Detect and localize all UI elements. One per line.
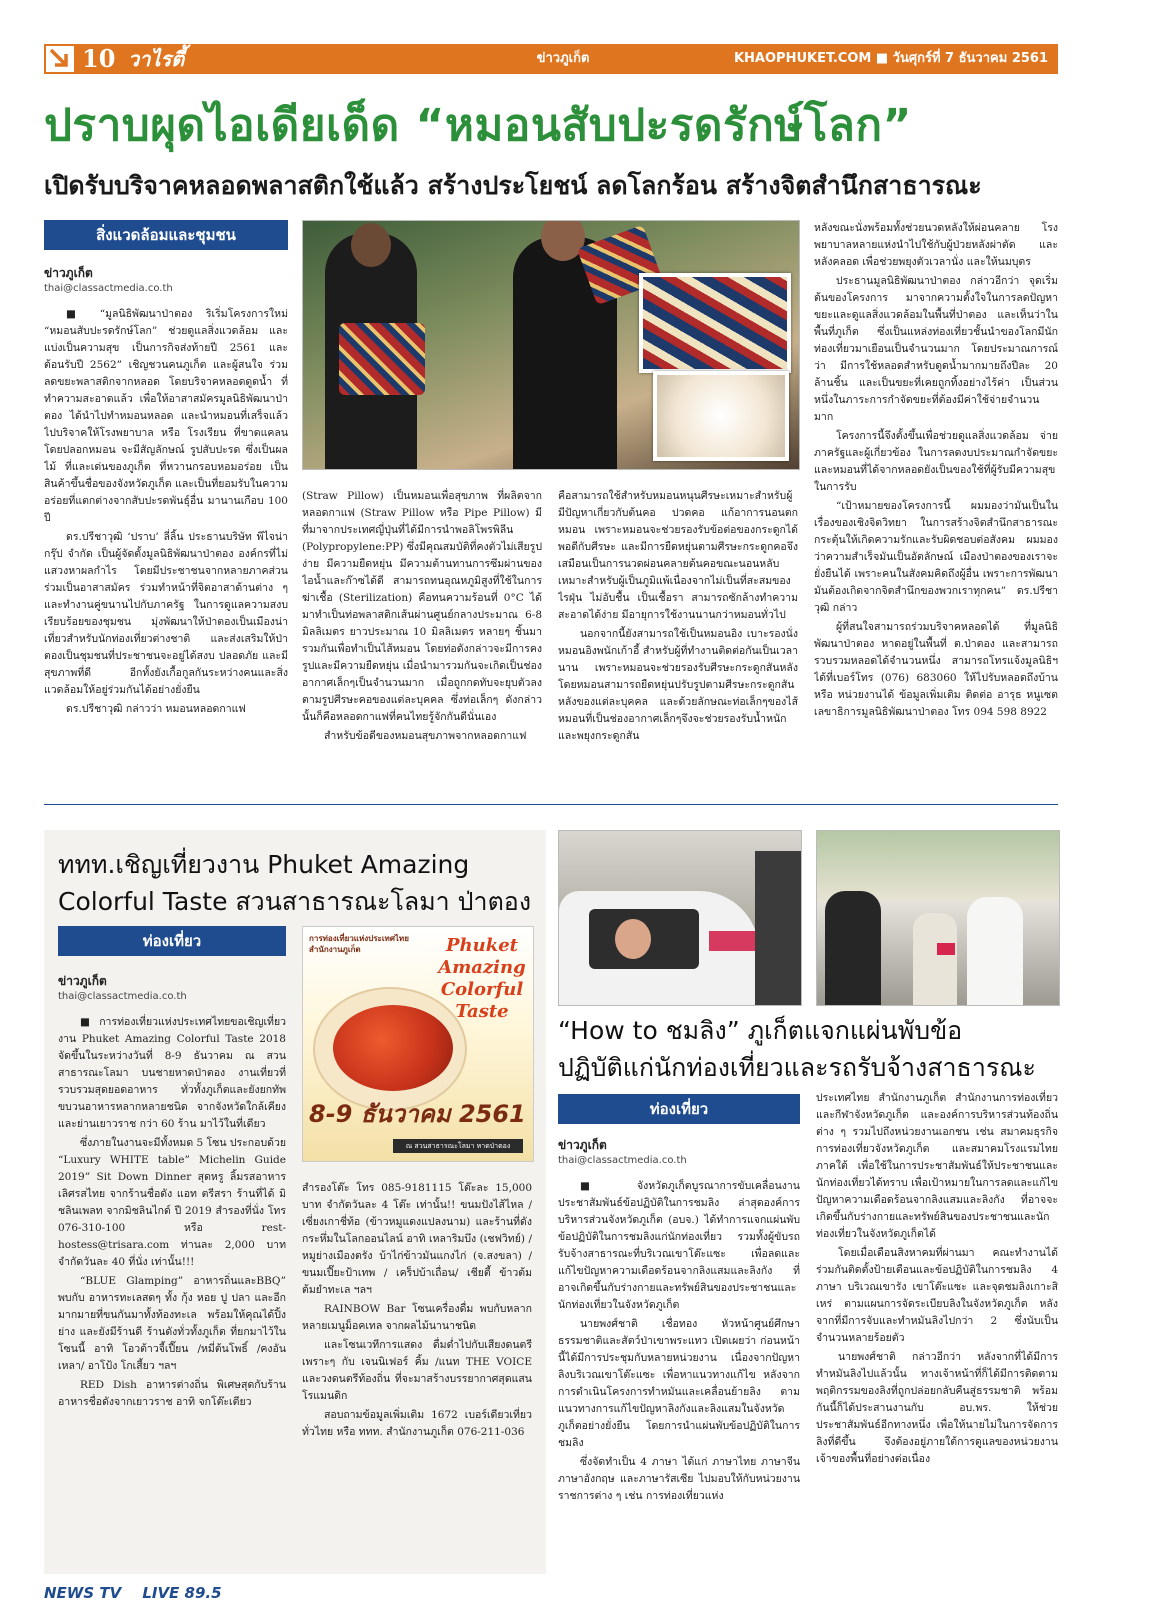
- paragraph: หลังขณะนั่งพร้อมทั้งช่วยนวดหลังให้ผ่อนคลาย โรงพยาบาลหลายแห่งนำไปใช้กับผู้ป่วยหลังผ่าตัด และหลังคลอด เพื่อช่วยพยุงตัวเวลานั่ง และให้นมบุตร: [814, 222, 1058, 268]
- article1-column-4: [814, 220, 1058, 798]
- byline-email: thai@classactmedia.co.th: [558, 1155, 687, 1166]
- newspaper-logo: ข่าวภูเก็ต: [536, 51, 590, 66]
- paragraph: “BLUE Glamping” อาหารถิ่นและBBQ” พบกับ อาหารทะเลสดๆ ทั้ง กุ้ง หอย ปู ปลา และอีกมากมายที่ขนกันมาทั้งท้องทะเล พร้อมให้คุณได้ปิ้งย่าง และยังมีร้านดี ร้านดังทั่วทั้งภูเก็ต ที่ยกมาไว้ในโซนนี้ อาทิ โอวต้าวจี้เปี๊ยน /หมี่ต้นโพธิ์ /คงอันเหลา/ อาโป้ง โกเสี้ยว ฯลฯ: [58, 1275, 286, 1372]
- article3-headline: [558, 1012, 1058, 1086]
- inset-photo-straws: [653, 371, 789, 461]
- paragraph: ประธานมูลนิธิพัฒนาป่าตอง กล่าวอีกว่า จุดเริ่มต้นของโครงการ มาจากความตั้งใจในการลดปัญหาขยะและดูแลสิ่งแวดล้อมในพื้นที่ป่าตอง และเห็นว่าในพื้นที่ภูเก็ต ซึ่งเป็นแหล่งท่องเที่ยวชั้นนำของโลกมีนักท่องเที่ยวมาเยือนเป็นจำนวนมาก โดยประมาณการณ์ว่า มีการใช้หลอดสำหรับดูดน้ำมากมายถึงปีละ 20 ล้านชิ้น และเป็นขยะที่เคยถูกทิ้งอย่างไร้ค่า เป็นส่วนหนึ่งในภาระการกำจัดขยะที่ต้องมีค่าใช้จ่ายจำนวนมาก: [814, 275, 1058, 423]
- article2-column-1: [58, 1014, 286, 1570]
- arrow-icon: [44, 44, 76, 74]
- article2-section-tag: ท่องเที่ยว: [58, 926, 286, 956]
- paragraph: ซึ่งภายในงานจะมีทั้งหมด 5 โซน ประกอบด้วย “Luxury WHITE table” Michelin Guide 2019” Sit Down Dinner สุดหรู ลิ้มรสอาหารเลิศรสไทย จากร้านชื่อดัง แอท ตรีสรา ร้านที่ได้ มิชลินเพลท จากมิชลินไกด์ ปี 2019 สำรองที่นั่ง โทร 076-310-100 หรือ rest-hostess@trisara.com ท่านละ 2,000 บาท จำกัดวันละ 40 ที่นั่ง เท่านั้น!!!: [58, 1137, 286, 1268]
- article1-headline: ปราบผุดไอเดียเด็ด “หมอนสับปะรดรักษ์โลก”: [44, 100, 912, 151]
- article2-headline: [58, 846, 540, 920]
- poster-label: การท่องเที่ยวแห่งประเทศไทย สำนักงานภูเก็ต: [309, 934, 409, 954]
- article2-headline-line-2: Colorful Taste สวนสาธารณะโลมา ป่าตอง: [58, 887, 532, 916]
- paragraph: ประเทศไทย สำนักงานภูเก็ต สำนักงานการท่องเที่ยวและกีฬาจังหวัดภูเก็ต และองค์การบริหารส่วนท้องถิ่นต่าง ๆ รวมไปถึงหน่วยงานเอกชน เช่น สมาคมธุรกิจการท่องเที่ยวจังหวัดภูเก็ต และสมาคมโรงแรมไทยภาคใต้ เพื่อใช้ในการประชาสัมพันธ์ให้ประชาชนและนักท่องเที่ยวได้ทราบ เพื่อเป้าหมายในการลดและแก้ไขปัญหาความเดือดร้อนจากลิงแสมและลิงกัง ที่อาจจะเกิดขึ้นกับร่างกายและทรัพย์สินของประชาชนและนักท่องเที่ยวในจังหวัดภูเก็ตได้: [816, 1092, 1058, 1240]
- footer-logos: [44, 1583, 284, 1607]
- article3-headline-line-1: “How to ชมลิง” ภูเก็ตแจกแผ่นพับข้อ: [558, 1016, 963, 1045]
- byline-name: ข่าวภูเก็ต: [44, 266, 93, 280]
- paragraph: นอกจากนี้ยังสามารถใช้เป็นหมอนอิง เบาะรองนั่ง หมอนอิงพนักเก้าอี้ สำหรับผู้ที่ทำงานติดต่อกันเป็นเวลานาน เพราะหมอนจะช่วยรองรับศีรษะกระดูกสันหลัง โดยหมอนสามารถยืดหยุ่นปรับรูปตามศีรษะกระดูกสันหลังของแต่ละบุคคล และด้วยลักษณะท่อเล็กๆของไส้หมอนที่เป็นช่องอากาศเล็กๆจึงจะช่วยรองรับน้ำหนักและพยุงกระดูกสัน: [558, 628, 798, 742]
- paragraph: “เป้าหมายของโครงการนี้ ผมมองว่ามันเป็นในเรื่องของเชิงจิตวิทยา ในการสร้างจิตสำนึกสาธารณะ กระตุ้นให้เกิดความรักและรับผิดชอบต่อสังคม ผมมองว่าความสำเร็จมันเป็นอัตลักษณ์ เมืองป่าตองของเราจะยั่งยืนได้ เพราะคนในสังคมคิดถึงผู้อื่น เพราะการพัฒนามันต้องเกิดจากจิตสำนึกของพวกเราทุกคน” ดร.ปรีชาวุฒิ กล่าว: [814, 500, 1058, 614]
- paragraph: ซึ่งจัดทำเป็น 4 ภาษา ได้แก่ ภาษาไทย ภาษาจีน ภาษาอังกฤษ และภาษารัสเซีย ไปมอบให้กับหน่วยงานราชการต่าง ๆ เช่น การท่องเที่ยวแห่ง: [558, 1456, 800, 1502]
- byline-email: thai@classactmedia.co.th: [44, 283, 173, 294]
- paragraph: ■ จังหวัดภูเก็ตบูรณาการขับเคลื่อนงานประชาสัมพันธ์ข้อปฏิบัติในการชมลิง ล่าสุดองค์การบริหารส่วนจังหวัดภูเก็ต (อบจ.) ได้ทำการแจกแผ่นพับข้อปฏิบัติในการชมลิงแก่นักท่องเที่ยว รวมทั้งผู้ขับรถรับจ้างสาธารณะที่บริเวณเขาโต๊ะแซะ เพื่อลดและแก้ไขปัญหาความเดือดร้อนจากลิงแสมและลิงกัง ที่อาจเกิดขึ้นกับร่างกายและทรัพย์สินของประชาชนและนักท่องเที่ยวในจังหวัดภูเก็ต: [558, 1180, 800, 1311]
- paragraph: โครงการนี้จึงตั้งขึ้นเพื่อช่วยดูแลสิ่งแวดล้อม จ่ายภาครัฐและผู้เกี่ยวข้อง ในการลดงบประมาณกำจัดขยะ และหมอนที่ได้จากหลอดยังเป็นของใช้ที่ผู้รับมีความสุขในการรับ: [814, 430, 1058, 493]
- byline-name: ข่าวภูเก็ต: [558, 1138, 607, 1152]
- article2-column-2: [302, 1180, 532, 1570]
- poster-title: Phuket Amazing Colorful Taste: [438, 935, 526, 1022]
- paragraph: นายพงศ์ชาติ เชื่อทอง หัวหน้าศูนย์ศึกษาธรรมชาติและสัตว์ป่าเขาพระแทว เปิดเผยว่า ก่อนหน้านี้ได้มีการประชุมกับหลายหน่วยงาน เนื่องจากปัญหาลิงบริเวณเขาโต๊ะแซะ เพื่อหาแนวทางแก้ไข หลังจากการดำเนินโครงการทำหมันและเคลื่อนย้ายลิง ตามแนวทางการแก้ไขปัญหาลิงกังและลิงแสมในจังหวัดภูเก็ตอย่างยั่งยืน โดยการนำแผ่นพับข้อปฏิบัติในการชมลิง: [558, 1318, 800, 1449]
- site-and-date: KHAOPHUKET.COM ■ วันศุกร์ที่ 7 ธันวาคม 2561: [733, 51, 1048, 66]
- article3-photo-tourists: [816, 830, 1060, 1006]
- paragraph: RAINBOW Bar โซนเครื่องดื่ม พบกับหลากหลายเมนูม็อคเทล จากผลไม้นานาชนิด: [302, 1303, 532, 1332]
- paragraph: สอบถามข้อมูลเพิ่มเติม 1672 เบอร์เดียวเที่ยวทั่วไทย หรือ ททท. สำนักงานภูเก็ต 076-211-036: [302, 1409, 532, 1438]
- paragraph: (Straw Pillow) เป็นหมอนเพื่อสุขภาพ ที่ผลิตจากหลอดกาแฟ (Straw Pillow หรือ Pipe Pillow) มีที่มาจากประเทศญี่ปุ่นที่ได้มีการนำพอลิโพรพิลีน (Polypropylene:PP) ซึ่งมีคุณสมบัติที่คงตัวไม่เสียรูปง่าย มีความยืดหยุ่น มีความต้านทานการซึมผ่านของไอน้ำและก๊าซได้ดี สามารถทนอุณหภูมิสูงที่ใช้ในการฆ่าเชื้อ (Sterilization) คือทนความร้อนที่ 0°C ได้ มาทำเป็นท่อพลาสติกเส้นผ่านศูนย์กลางประมาณ 6-8 มิลลิเมตร ยาวประมาณ 10 มิลลิเมตร หลายๆ ชิ้นมารวมกันเพื่อทำเป็นไส้หมอน โดยท่อดังกล่าวจะมีการคงรูปและมีความยืดหยุ่น เมื่อนำมารวมกันจะเกิดเป็นช่องอากาศเล็กๆเป็นจำนวนมาก เมื่อถูกกดทับจะยุบตัวลงตามรูปศีรษะคอของแต่ละบุคคล ซึ่งท่อเล็กๆ ดังกล่าวนั้นก็คือหลอดกาแฟที่คนไทยรู้จักกันดีนั่นเอง: [302, 490, 542, 723]
- live-radio-logo: LIVE 89.5: [142, 1584, 222, 1602]
- inset-photo-pillows: [639, 273, 791, 373]
- poster-date: 8-9 ธันวาคม 2561: [309, 1100, 526, 1128]
- byline-email: thai@classactmedia.co.th: [58, 991, 187, 1002]
- article2-headline-line-1: ททท.เชิญเที่ยวงาน Phuket Amazing: [58, 850, 470, 879]
- article1-column-2: [302, 488, 542, 798]
- paragraph: ■ การท่องเที่ยวแห่งประเทศไทยขอเชิญเที่ยวงาน Phuket Amazing Colorful Taste 2018 จัดขึ้นในระหว่างวันที่ 8-9 ธันวาคม ณ สวนสาธารณะโลมา บนชายหาดป่าตอง งานเที่ยวที่รวบรวมสุดยอดอาหาร ทั่วทั้งภูเก็ตและยังยกทัพขบวนอาหารหลากหลายชนิด จากจังหวัดใกล้เคียง และย่านเยาวราช กว่า 60 ร้าน มาไว้ในที่เดียว: [58, 1016, 286, 1130]
- news-tv-logo: NEWS TV: [44, 1584, 122, 1602]
- paragraph: ผู้ที่สนใจสามารถร่วมบริจาคหลอดได้ ที่มูลนิธิพัฒนาป่าตอง หาดอยู่ในพื้นที่ ต.ป่าตอง และสามารถรวบรวมหลอดได้จำนวนหนึ่ง สามารถโทรแจ้งมูลนิธิฯ ได้ที่เบอร์โทร (076) 683060 ให้ไปรับหลอดถึงบ้านหรือ หน่วยงานได้ ข้อมูลเพิ่มเติม ติดต่อ อารุธ หนูเซต เลขาธิการมูลนิธิพัฒนาป่าตอง โทร 094 598 8922: [814, 621, 1058, 718]
- paragraph: ■ “มูลนิธิพัฒนาป่าตอง ริเริ่มโครงการใหม่ “หมอนสับปะรดรักษ์โลก” ช่วยดูแลสิ่งแวดล้อม และแบ่งเป็นความสุข เป็นการกิจส่งท้ายปี 2561 และต้อนรับปี 2562” เชิญชวนคนภูเก็ต และผู้สนใจ ร่วมลดขยะพลาสติกจากหลอด โดยบริจาคหลอดดูดน้ำ ที่ทำความสะอาดแล้ว เพื่อให้อาสาสมัครมูลนิธิพัฒนาป่าตอง ได้นำไปทำหมอนหลอด และนำหมอนที่เสร็จแล้ว ไปบริจาคให้โรงพยาบาล หรือ โรงเรียน ที่ขาดแคลน โดยปลอกหมอน จะมีสัญลักษณ์ รูปสับปะรด ซึ่งเป็นผลไม้ ที่และเด่นของภูเก็ต ที่หวานกรอบหอมอร่อย เป็นสินค้าขึ้นชื่อของจังหวัดภูเก็ต และเป็นที่ยอมรับในความอร่อยที่แตกต่างจากสับปะรดพันธุ์อื่น มานานเกือบ 100 ปี: [44, 308, 288, 524]
- poster-crab-image: [333, 1005, 453, 1091]
- article1-subheadline: เปิดรับบริจาคหลอดพลาสติกใช้แล้ว สร้างประโยชน์ ลดโลกร้อน สร้างจิตสำนึกสาธารณะ: [44, 171, 982, 200]
- article3-headline-line-2: ปฏิบัติแก่นักท่องเที่ยวและรถรับจ้างสาธารณะ: [558, 1053, 1036, 1082]
- byline-name: ข่าวภูเก็ต: [58, 974, 107, 988]
- article3-byline: [558, 1136, 800, 1166]
- section-name: วาไรตี้: [128, 47, 185, 71]
- section-divider: [44, 804, 1058, 805]
- paragraph: สำรองโต๊ะ โทร 085-9181115 โต๊ะละ 15,000 บาท จำกัดวันละ 4 โต๊ะ เท่านั้น!! ขนมปังไส้ไหล /เซี่ยงเกาชี่ท้อ (ข้าวหมูแดงแปลงนาม) และร้านที่ดังกระหึ่มในโลกออนไลน์ อาทิ เหลาริมบึง (เชฟวิทย์) /หมูย่างเมืองตรัง บ้าไก่ข้าวมันแกงไก่ (จ.สงขลา) /ขนมเปี๊ยะป้าเทพ / เคร็ปบ้าเถื่อน/ เชียตี้ ข้าวต้มต้มยำทะเล ฯลฯ: [302, 1182, 532, 1296]
- paragraph: โดยเมื่อเดือนสิงหาคมที่ผ่านมา คณะทำงานได้ร่วมกันติดตั้งป้ายเตือนและข้อปฏิบัติในการชมลิง 4 ภาษา บริเวณเขารัง เขาโต๊ะแซะ และจุดชมลิงเกาะสิเหร่ ตามแผนการจัดระเบียบลิงในจังหวัดภูเก็ต หลังจากที่มีการจับและทำหมันลิงไปกว่า 2 ซึ่งนับเป็นจำนวนหลายร้อยตัว: [816, 1247, 1058, 1344]
- article1-section-tag: สิ่งแวดล้อมและชุมชน: [44, 220, 288, 250]
- article3-section-tag: ท่องเที่ยว: [558, 1094, 800, 1124]
- paragraph: คือสามารถใช้สำหรับหมอนหนุนศีรษะเหมาะสำหรับผู้มีปัญหาเกี่ยวกับต้นคอ ปวดคอ แก้อาการนอนตกหมอน เพราะหมอนจะช่วยรองรับข้อต่อของกระดูกได้พอดีกับศีรษะ และมีการยืดหยุ่นตามศีรษะกระดูกคอจึงเสมือนเป็นการนวดผ่อนคลายต้นคอขณะนอนหลับ เหมาะสำหรับผู้เป็นภูมิแพ้เนื่องจากไม่เป็นที่สะสมของไรฝุ่น ไม่อับชื้น เป็นเชื้อรา สามารถซักล้างทำความสะอาดได้ง่าย มีอายุการใช้งานนานกว่าหมอนทั่วไป: [558, 490, 798, 621]
- article1-column-1: [44, 306, 288, 798]
- event-poster: [302, 926, 534, 1162]
- poster-place: ณ สวนสาธารณะโลมา หาดป่าตอง: [393, 1139, 523, 1153]
- paragraph: สำหรับข้อดีของหมอนสุขภาพจากหลอดกาแฟ: [324, 730, 527, 742]
- article3-photo-car: [558, 830, 802, 1006]
- article3-column-2: [816, 1090, 1058, 1570]
- paragraph: นายพงศ์ชาติ กล่าวอีกว่า หลังจากที่ได้มีการทำหมันลิงไปแล้วนั้น ทางเจ้าหน้าที่ก็ได้มีการติดตามพฤติกรรมของลิงที่ถูกปล่อยกลับคืนสู่ธรรมชาติ พร้อมกันนี้ก็ได้ประสานงานกับ อบ.พร. ให้ช่วยประชาสัมพันธ์อีกทางหนึ่ง เพื่อให้นายไม่ในการจัดการลิงที่ดีขึ้น จึงต้องอยู่ภายใต้การดูแลของหน่วยงานเจ้าของพื้นที่อย่างต่อเนื่อง: [816, 1351, 1058, 1465]
- header-bar: [44, 44, 1058, 74]
- article2-byline: [58, 972, 286, 1002]
- article3-column-1: [558, 1178, 800, 1570]
- article1-byline: [44, 264, 288, 294]
- page-number: 10: [82, 44, 116, 73]
- paragraph: RED Dish อาหารต่างถิ่น พิเศษสุดกับร้านอาหารชื่อดังจากเยาวราช อาทิ จกโต๊ะเตียว: [58, 1379, 286, 1408]
- paragraph: และโซนเวทีการแสดง ดื่มด่ำไปกับเสียงดนตรีเพราะๆ กับ เจนนิเฟอร์ คิ้ม /แนท THE VOICE และวงดนตรีท้องถิ่น ที่จะมาสร้างบรรยากาศสุดแสนโรแมนติก: [302, 1339, 532, 1402]
- article1-column-3: [558, 488, 798, 798]
- paragraph: ดร.ปรีชาวุฒิ ‘ปราบ’ ลี่ลิ้น ประธานบริษัท พีไจน่า กรุ๊ป จำกัด เป็นผู้จัดตั้งมูลนิธิพัฒนาป่าตอง องค์กรที่ไม่แสวงหาผลกำไร โดยมีประชาชนจากหลายภาคส่วนร่วมเป็นอาสาสมัคร ร่วมทำหน้าที่จิตอาสาด้านต่าง ๆ และทำงานคู่ขนานไปกับภาครัฐ ในการดูแลความสงบเรียบร้อยของชุมชน มุ่งพัฒนาให้ป่าตองเป็นเมืองน่าเที่ยวสำหรับนักท่องเที่ยวต่างชาติ และส่งเสริมให้ป่าตองเป็นชุมชนที่ประชาชนจะอยู่ได้สงบ ปลอดภัย และมีสุขภาพที่ดี อีกทั้งยังเกื้อกูลกันระหว่างคนและสิ่งแวดล้อมให้อยู่ร่วมกันได้อย่างยั่งยืน: [44, 531, 288, 696]
- article1-photo: [302, 220, 800, 470]
- paragraph: ดร.ปรีชาวุฒิ กล่าวว่า หมอนหลอดกาแฟ: [66, 703, 246, 715]
